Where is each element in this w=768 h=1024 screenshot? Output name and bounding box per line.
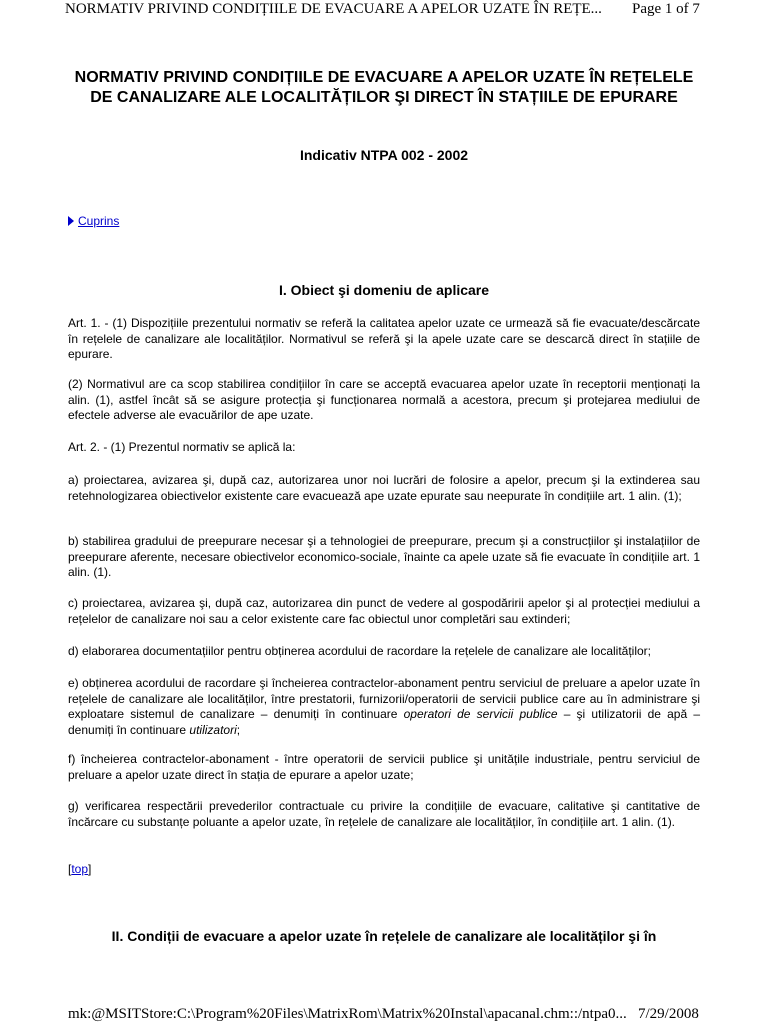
paragraph-item-g: g) verificarea respectării prevederilor contractuale cu privire la condițiile de evacuare, calitative şi cantitative de încărcare cu substanțe poluante a apelor uzate, în rețelele de canalizare ale localităților, în condițiile art. 1 alin. (1). bbox=[68, 799, 700, 829]
item-e-text-3: ; bbox=[236, 722, 241, 737]
paragraph-art1-2: (2) Normativul are ca scop stabilirea condițiilor în care se acceptă evacuarea apelor uzate în receptorii menționați la alin. (1), astfel încât să se asigure protecția şi funcționarea normală a acestora, precum şi protejarea mediului de efectele adverse ale evacuărilor de ape uzate. bbox=[68, 377, 700, 422]
toc-link-row bbox=[68, 214, 119, 228]
top-link[interactable]: top bbox=[71, 862, 89, 876]
paragraph-item-a: a) proiectarea, avizarea şi, după caz, autorizarea unor noi lucrări de folosire a apelor, precum şi la extinderea sau retehnologizarea obiectivelor existente care evacuează ape uzate epurate sau neepurate în condițiile art. 1 alin. (1); bbox=[68, 473, 700, 503]
print-footer bbox=[0, 1006, 768, 1024]
top-link-row bbox=[68, 862, 91, 876]
toc-link[interactable]: Cuprins bbox=[78, 214, 120, 228]
item-e-text-2: – şi utilizatorii de apă – denumiți în continuare bbox=[68, 707, 700, 737]
top-bracket-close: ] bbox=[88, 862, 92, 876]
item-e-italic-users: utilizatori bbox=[189, 722, 237, 737]
print-header bbox=[0, 0, 768, 22]
item-e-italic-operators: operatori de servicii publice bbox=[403, 707, 558, 721]
item-e-text-1: e) obținerea acordului de racordare şi încheierea contractelor-abonament pentru serviciul de preluare a apelor uzate în rețelele de canalizare ale localităților, între prestatorii, furnizorii/operatorii de servicii publice care au în administrare şi exploatare sistemul de canalizare – denumiți în continuare bbox=[68, 676, 700, 721]
print-footer-url: mk:@MSITStore:C:\Program%20Files\MatrixRom\Matrix%20Instal\apacanal.chm::/ntpa0... bbox=[68, 1006, 627, 1022]
section-1-heading: I. Obiect şi domeniu de aplicare bbox=[278, 282, 490, 298]
print-header-page-number: Page 1 of 7 bbox=[632, 1, 700, 17]
document-title: NORMATIV PRIVIND CONDIȚIILE DE EVACUARE A APELOR UZATE ÎN REȚELELE DE CANALIZARE ALE LOCALITĂȚILOR ŞI DIRECT ÎN STAȚIILE DE EPURARE bbox=[74, 69, 694, 106]
print-footer-date: 7/29/2008 bbox=[638, 1006, 699, 1022]
paragraph-art1-1: Art. 1. - (1) Dispozițiile prezentului normativ se referă la calitatea apelor uzate ce urmează să fie evacuate/descărcate în rețelele de canalizare ale localităților. Normativul se referă şi la apele uzate care se descarcă direct în stațiile de epurare. bbox=[68, 316, 700, 361]
paragraph-item-d: d) elaborarea documentațiilor pentru obținerea acordului de racordare la rețelele de canalizare ale localităților; bbox=[68, 644, 652, 658]
triangle-right-icon bbox=[68, 216, 74, 226]
document-indicativ: Indicativ NTPA 002 - 2002 bbox=[299, 147, 469, 163]
paragraph-item-e bbox=[68, 676, 700, 738]
paragraph-item-b: b) stabilirea gradului de preepurare necesar şi a tehnologiei de preepurare, precum şi a construcțiilor şi instalațiilor de preepurare aferente, necesare obiectivelor economico-sociale, înainte ca apele uzate să fie evacuate în condițiile art. 1 alin. (1). bbox=[68, 534, 700, 579]
paragraph-item-f: f) încheierea contractelor-abonament - între operatorii de servicii publice şi unitățile industriale, pentru serviciul de preluare a apelor uzate direct în stația de epurare a apelor uzate; bbox=[68, 752, 700, 782]
top-bracket-open: [ bbox=[68, 862, 72, 876]
paragraph-item-c: c) proiectarea, avizarea şi, după caz, autorizarea din punct de vedere al gospodăririi apelor şi al protecției mediului a rețelelor de canalizare noi sau a celor existente care fac obiectul unor completări sau extinderi; bbox=[68, 596, 700, 626]
paragraph-art2-1: Art. 2. - (1) Prezentul normativ se aplică la: bbox=[68, 440, 296, 454]
section-2-heading: II. Condiții de evacuare a apelor uzate în rețelele de canalizare ale localităților şi în bbox=[111, 928, 657, 944]
print-header-title: NORMATIV PRIVIND CONDIȚIILE DE EVACUARE A APELOR UZATE ÎN REȚE... bbox=[65, 1, 602, 17]
